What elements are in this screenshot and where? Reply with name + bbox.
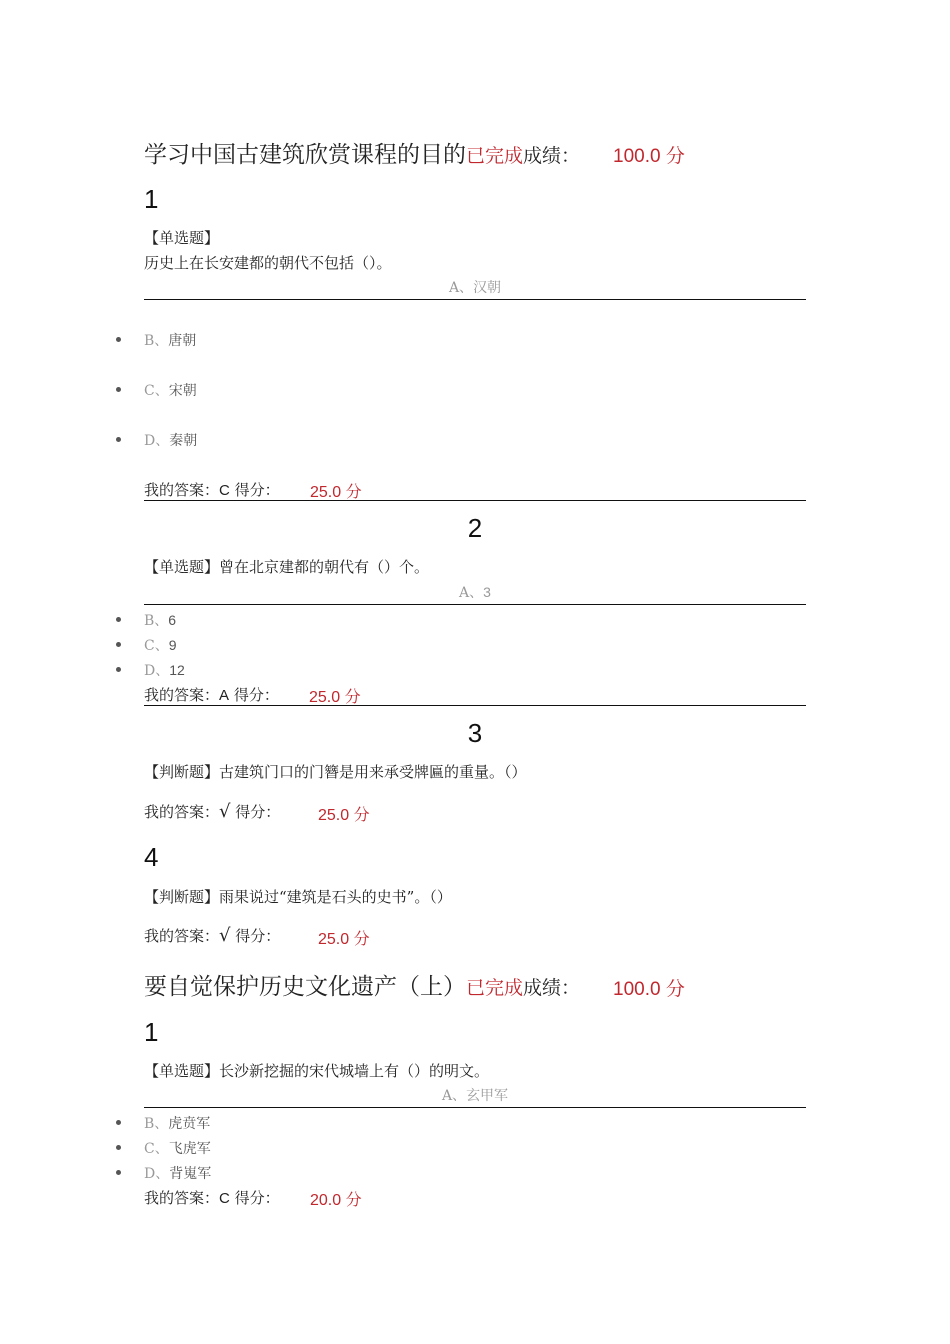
divider bbox=[144, 500, 806, 501]
option-text: 汉朝 bbox=[473, 280, 502, 296]
points-label: 得分： bbox=[235, 803, 281, 821]
option-text: 玄甲军 bbox=[466, 1088, 509, 1104]
answer-label: 我的答案： bbox=[144, 686, 220, 704]
option-letter: A、 bbox=[441, 1088, 467, 1104]
option-letter: A、 bbox=[459, 585, 484, 601]
answer-label: 我的答案： bbox=[144, 927, 220, 945]
option-b bbox=[144, 330, 196, 350]
checkmark-icon: √ bbox=[219, 925, 231, 946]
points-value: 20.0 分 bbox=[310, 1192, 362, 1209]
option-c bbox=[144, 380, 197, 400]
question-type: 【单选题】 bbox=[144, 1062, 220, 1080]
option-c bbox=[144, 1138, 211, 1158]
bullet-icon bbox=[116, 1120, 121, 1125]
divider bbox=[144, 1107, 806, 1108]
option-letter: A、 bbox=[448, 280, 474, 296]
section-2-header bbox=[144, 968, 580, 1000]
divider bbox=[144, 299, 806, 300]
points-label: 得分： bbox=[235, 927, 281, 945]
bullet-icon bbox=[116, 387, 121, 392]
question-text bbox=[144, 886, 452, 907]
question-number: 4 bbox=[144, 842, 159, 872]
my-answer bbox=[144, 1187, 280, 1208]
answer-label: 我的答案： bbox=[144, 803, 220, 821]
question-text bbox=[144, 556, 429, 577]
option-letter: B、 bbox=[144, 1116, 169, 1132]
score-label: 成绩： bbox=[523, 977, 581, 999]
answer-value: C bbox=[219, 1190, 230, 1207]
question-number: 1 bbox=[144, 184, 159, 214]
status-badge: 已完成 bbox=[466, 145, 524, 167]
question-type: 【判断题】 bbox=[144, 888, 220, 906]
option-d bbox=[144, 430, 197, 450]
question-text bbox=[144, 1060, 489, 1081]
section-score: 100.0 分 bbox=[613, 979, 685, 1000]
divider bbox=[144, 705, 806, 706]
my-answer bbox=[144, 801, 280, 822]
option-text: 6 bbox=[168, 612, 177, 628]
points-value: 25.0 分 bbox=[318, 807, 370, 824]
question-type: 【单选题】 bbox=[144, 558, 220, 576]
section-title: 学习中国古建筑欣赏课程的目的 bbox=[144, 142, 466, 168]
option-letter: B、 bbox=[144, 333, 169, 349]
bullet-icon bbox=[116, 337, 121, 342]
option-letter: C、 bbox=[144, 383, 169, 399]
points-value: 25.0 分 bbox=[309, 689, 361, 706]
points-label: 得分： bbox=[234, 1189, 280, 1207]
bullet-icon bbox=[116, 437, 121, 442]
bullet-icon bbox=[116, 1145, 121, 1150]
question-body: 曾在北京建都的朝代有（）个。 bbox=[219, 558, 430, 576]
option-letter: B、 bbox=[144, 613, 169, 629]
option-d bbox=[144, 1163, 211, 1183]
option-a bbox=[144, 1085, 806, 1105]
answer-label: 我的答案： bbox=[144, 481, 220, 499]
status-badge: 已完成 bbox=[466, 977, 524, 999]
points-label: 得分： bbox=[234, 481, 280, 499]
bullet-icon bbox=[116, 1170, 121, 1175]
option-letter: C、 bbox=[144, 1141, 169, 1157]
option-text: 宋朝 bbox=[168, 383, 197, 399]
answer-value: C bbox=[219, 482, 230, 499]
my-answer bbox=[144, 925, 280, 946]
points-value: 25.0 分 bbox=[310, 484, 362, 501]
option-text: 秦朝 bbox=[169, 433, 198, 449]
divider bbox=[144, 604, 806, 605]
option-text: 唐朝 bbox=[168, 333, 197, 349]
option-b bbox=[144, 610, 176, 630]
question-number: 3 bbox=[467, 718, 483, 748]
bullet-icon bbox=[116, 642, 121, 647]
score-label: 成绩： bbox=[523, 145, 581, 167]
section-1-header bbox=[144, 136, 580, 168]
option-text: 虎贲军 bbox=[168, 1116, 211, 1132]
option-letter: D、 bbox=[144, 433, 170, 449]
question-body: 雨果说过“建筑是石头的史书”。（） bbox=[219, 888, 452, 906]
bullet-icon bbox=[116, 617, 121, 622]
option-b bbox=[144, 1113, 210, 1133]
option-a bbox=[144, 277, 806, 297]
option-d bbox=[144, 660, 185, 680]
option-letter: D、 bbox=[144, 1166, 170, 1182]
my-answer bbox=[144, 684, 279, 705]
option-letter: C、 bbox=[144, 638, 169, 654]
answer-label: 我的答案： bbox=[144, 1189, 220, 1207]
option-text: 9 bbox=[168, 637, 177, 653]
points-value: 25.0 分 bbox=[318, 931, 370, 948]
option-text: 背嵬军 bbox=[169, 1166, 212, 1182]
option-text: 飞虎军 bbox=[168, 1141, 211, 1157]
option-text: 12 bbox=[169, 662, 185, 678]
question-body: 长沙新挖掘的宋代城墙上有（）的明文。 bbox=[219, 1062, 490, 1080]
answer-value: A bbox=[219, 687, 230, 704]
question-text: 历史上在长安建都的朝代不包括（）。 bbox=[144, 254, 392, 272]
checkmark-icon: √ bbox=[219, 801, 231, 822]
option-a bbox=[144, 582, 806, 602]
question-text bbox=[144, 761, 527, 782]
question-type: 【单选题】 bbox=[144, 229, 220, 247]
option-letter: D、 bbox=[144, 663, 170, 679]
section-score: 100.0 分 bbox=[613, 146, 685, 167]
question-number: 1 bbox=[144, 1017, 159, 1047]
question-type: 【判断题】 bbox=[144, 763, 220, 781]
my-answer bbox=[144, 479, 280, 500]
points-label: 得分： bbox=[233, 686, 279, 704]
question-body: 古建筑门口的门簪是用来承受牌匾的重量。（） bbox=[219, 763, 527, 781]
question-number: 2 bbox=[467, 513, 483, 543]
option-text: 3 bbox=[483, 584, 491, 600]
bullet-icon bbox=[116, 667, 121, 672]
option-c bbox=[144, 635, 177, 655]
section-title: 要自觉保护历史文化遗产（上） bbox=[144, 974, 466, 1000]
